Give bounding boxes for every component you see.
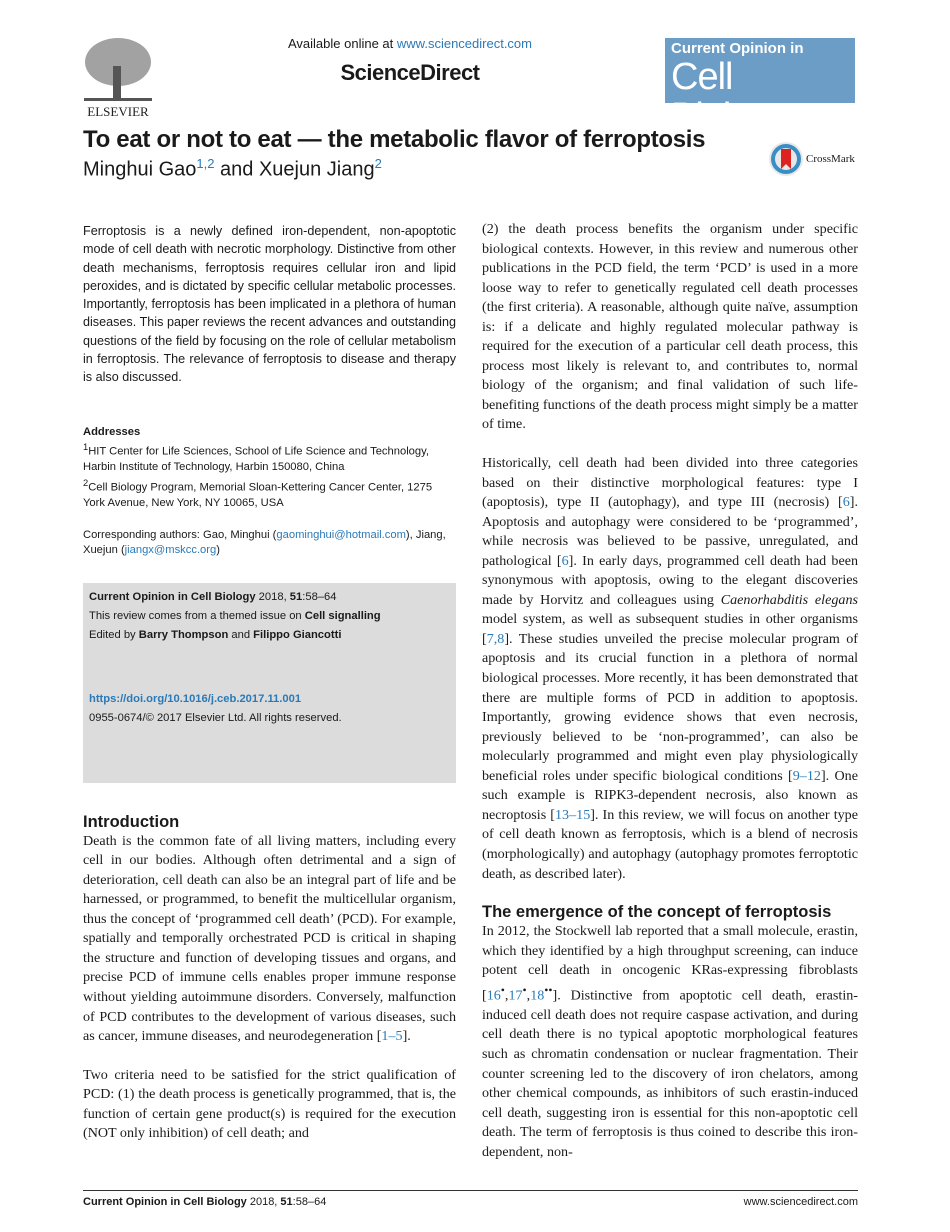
footer-divider — [83, 1190, 858, 1191]
citation-link[interactable]: 1–5 — [381, 1028, 403, 1045]
citation-link[interactable]: 7,8 — [486, 630, 505, 647]
sciencedirect-logo: ScienceDirect — [340, 60, 480, 85]
paragraph: (2) the death process benefits the organism under specific biological contexts. However, in this review and numerous other publications in the PCD field, the term ‘PCD’ is used in a more loose way to refer to genetically regulated cell death processes (the first criteria). A reasonable, although quite naïve, assumption is: if a delicate and highly regulated molecular pathway is required for the execution of a particular cell death process, this process most likely is relevant to, and contributes to, normal biology of the organism; and final validation of such life-benefiting functions of the death process might simply be a matter of time. — [482, 221, 858, 433]
footer-citation: Current Opinion in Cell Biology 2018, 51:58–64 — [83, 1196, 327, 1208]
citation-link[interactable]: 17 — [508, 987, 523, 1004]
affiliation-ref[interactable]: 2 — [374, 156, 382, 171]
crossmark-icon — [768, 141, 804, 177]
paragraph: Two criteria need to be satisfied for the strict qualification of PCD: (1) the death process is genetically programmed, that is, the function of certain gene product(s) is required for the execution (NOT only inhibition) of cell death; and — [83, 1066, 456, 1142]
article-info-box: Current Opinion in Cell Biology 2018, 51:58–64 This review comes from a themed issue on Cell signalling Edited by Barry Thompson and Filippo Giancotti https://doi.org/10.1016/j.ceb.2017.11.001 0955-0674/© 2017 Elsevier Ltd. All rights reserved. — [83, 583, 456, 783]
affiliation-ref[interactable]: 1,2 — [196, 156, 215, 171]
email-link[interactable]: jiangx@mskcc.org — [124, 544, 217, 557]
authors: Minghui Gao$^{1,2}$ and Xuejun Jiang$^2$ — [83, 156, 382, 181]
addresses: Addresses $^1$HIT Center for Life Sciences, School of Life Science and Technology, Harbin Institute of Technology, Harbin 150080, China $^2$Cell Biology Program, Memorial Sloan-Kettering Cancer Center, 1275 York Avenue, New York, NY 10065, USA Corresponding authors: Gao, Minghui (gaominghui@hotmail.com), Jiang, Xuejun (jiangx@mskcc.org) — [83, 425, 456, 559]
citation-link[interactable]: 13–15 — [555, 806, 591, 823]
corresponding-authors: Corresponding authors: Gao, Minghui (gaominghui@hotmail.com), Jiang, Xuejun (jiangx@mskcc.org) — [83, 528, 446, 557]
elsevier-logo — [82, 36, 154, 120]
doi-link[interactable]: https://doi.org/10.1016/j.ceb.2017.11.001 — [89, 692, 302, 705]
section-heading: The emergence of the concept of ferroptosis — [482, 903, 832, 922]
footer-site[interactable]: www.sciencedirect.com — [743, 1196, 858, 1208]
available-online: Available online at www.sciencedirect.com — [287, 36, 532, 51]
citation-link[interactable]: 16 — [486, 987, 501, 1004]
paragraph: In 2012, the Stockwell lab reported that a small molecule, erastin, which they identified by a high throughput screening, can induce potent cell death in oncogenic KRas-expressing fibroblasts [16•,17•,18••]. Distinctive from apoptotic cell death, erastin-induced cell death does not require caspase activation, and during cell death there is no typical apoptotic morphological features such as chromatin condensation or nuclear fragmentation. Their counter screening led to the discovery of iron chelators, among other chemical compounds, as inhibitors of such erastin-induced cell death, suggesting iron is essential for this non-apoptotic cell death. The term of ferroptosis is thus coined to describe this iron-dependent, non- — [482, 923, 858, 1160]
crossmark-button[interactable]: CrossMark — [768, 141, 855, 177]
citation-link[interactable]: 18 — [530, 987, 545, 1004]
paragraph: Death is the common fate of all living matters, including every cell in our bodies. Although often detrimental and a sign of deterioration, cell death can also be an integral part of life and be harnessed, or programmed, to benefit the multicellular organism, thus the concept of ‘programmed cell death’ (PCD). For example, spatially and temporally orchestrated PCD is critical in shaping the structure and function of developing tissues and organs, and precise PCD of immune cells enables proper immune response without yielding autoimmune disorders. Conversely, malfunction of PCD contributes to the development of various diseases, such as cancer, immune diseases, and neurodegeneration [1–5]. — [83, 832, 456, 1045]
citation-link[interactable]: 6 — [842, 494, 850, 511]
email-link[interactable]: gaominghui@hotmail.com — [276, 528, 406, 541]
sciencedirect-link[interactable]: www.sciencedirect.com — [396, 36, 532, 51]
journal-logo: Current Opinion in Cell Biology — [665, 38, 855, 103]
paragraph: Historically, cell death had been divided into three categories based on their distinctive morphological features: type I (apoptosis), type II (autophagy), and type III (necrosis) [6]. Apoptosis and autophagy were considered to be ‘programmed’, while necrosis was believed to be passive, unregulated, and pathological [6]. In early days, programmed cell death had been synonymous with apoptosis, owing to the elegant discoveries made by Horvitz and colleagues using Caenorhabditis elegans model system, as well as subsequent studies in other organisms [7,8]. These studies unveiled the precise molecular program of apoptosis and its crucial function in a plethora of normal biological processes. More recently, it has been demonstrated that there are multiple forms of PCD in addition to apoptosis. Importantly, growing evidence shows that even necrosis, previously believed to be ‘non-programmed’, can also be molecularly programmed and might even play physiologically beneficial roles under specific biological conditions [9–12]. One such example is RIPK3-dependent necrosis, also known as necroptosis [13–15]. In this review, we will focus on another type of cell death known as ferroptosis, which is a blend of necrosis (morphologically) and autophagy (autophagy promotes ferroptotic death, as described later). — [482, 455, 859, 882]
section-heading: Introduction — [83, 812, 180, 831]
article-title: To eat or not to eat — the metabolic flavor of ferroptosis — [83, 126, 706, 153]
citation-link[interactable]: 9–12 — [792, 767, 821, 784]
svg-text:ELSEVIER: ELSEVIER — [87, 104, 149, 119]
abstract: Ferroptosis is a newly defined iron-dependent, non-apoptotic mode of cell death with necrotic morphology. Distinctive from other death mechanisms, ferroptosis requires cellular iron and lipid peroxides, and is dictated by specific cellular metabolic processes. Importantly, ferroptosis has been implicated in a plethora of human diseases. This paper reviews the recent advances and outstanding questions of the field by focusing on the role of cellular metabolism in ferroptosis. The relevance of ferroptosis to disease and therapy is also discussed. — [83, 224, 456, 385]
citation-link[interactable]: 6 — [561, 552, 569, 569]
